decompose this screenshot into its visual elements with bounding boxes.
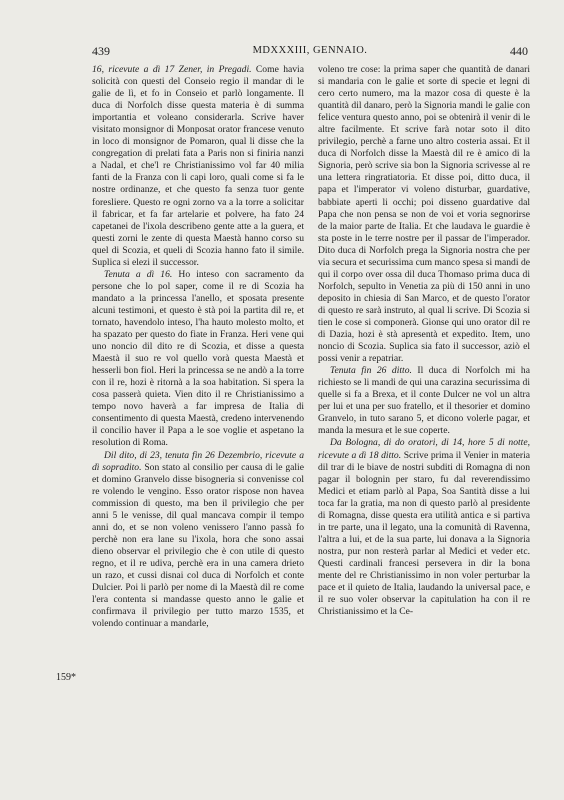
paragraph-text: Come havia solicità con questi del Conseio regio il mandar di le galie de lì, et fo in Conseio et parlò longamente. Il duca di Norfolch disse questa materia è di summa importantia et voleano considerarla. Scrive haver visitato monsignor di Monposat orator francese venuto in loco di monsignor de Pomaron, qual li disse che la congregation di prelati fata a Paris non si finiria nanzi a Nadal, et che'l re Christianissimo vol far 40 milia fanti de la Franza con li capi loro, quali come si fa le nostre ordinanze, et che questo fa senza tuor gente foresliere. Questo re ogni zorno va a la torre a solicitar il fabricar, et fa far artelarie et polvere, ha fato 24 capetanei de l'ixola describeno gente atte a la guera, et questi zorni le zente di questa Maestà hanno corso su quel di Scozia, et queli di Scozia hanno fato il simile. Suplica si elezi il successor. (92, 64, 304, 268)
right-column (318, 64, 530, 618)
paragraph-text: Il duca di Norfolch mi ha richiesto se li mandi de qui una carazina securissima di quelle si fa a Brexa, et il conte Dulcer ne vol un altra per lui et una per suo fratello, et il thesorier et domino Granvelo, in tuto sarano 5, et dicono volerle pagar, et manda la mesura et le sue coperte. (318, 365, 530, 437)
paragraph-lead: Da Bologna, di do oratori, di 14, hore 5 di notte, ricevute a dì 18 ditto. (318, 437, 530, 461)
paragraph-text: Son stato al consilio per causa di le galie et domino Granvelo disse bisogneria si convenisse col re volendo le vengino. Esso orator rispose non havea commission di questo, ma ben il privilegio che per anni 5 le venisse, dil qual mancava compir il tempo anni do, et se non voleno venissero l'anno passà fo perchè non era lane su l'ixola, hora che sono assai dieno observar el privilegio che è con utile di questo regno, et il re udiva, perchè era in una camera drieto un razo, et cussi disnai col duca di Norfolch et conte Dulcier. Poi li parlò per nome di la Maestà dil re come l'era contenta si mandasse questo anno le galie et confirmava il privilegio per tutto marzo 1535, et volendo continuar a mandarle, (92, 461, 304, 630)
paragraph (92, 450, 304, 631)
paragraph-lead: Tenuta fin 26 ditto. (330, 365, 412, 377)
right-page-number: 440 (510, 44, 528, 58)
paragraph-lead: 16, ricevute a dì 17 Zener, in Pregadi. (92, 64, 252, 75)
running-header (92, 44, 528, 60)
paragraph (92, 269, 304, 450)
paragraph (318, 365, 530, 437)
paragraph (92, 64, 304, 269)
paragraph-text: Scrive prima il Venier in materia dil trar di le biave de nostri subditi di Romagna di non pagar il bolognin per staro, fu dal reverendissimo Medici et etiam parlò al Papa, Soa Santità disse a lui toca far la gratia, ma non di questo parlò al presidente di Romagna, disse questa era utilità antica e si partiva in tre parte, una il legato, una la comunità di Ravenna, l'altra a lui, et de la sua parte, lui donava a la Signoria nostra, pur non resterà parlar al Medici et veder etc. Questi cardinali francesi persevera in dir la bona mente del re Christianissimo in non voler perturbar la pace et il quieto de Italia, laudando la universal pace, e il re suo voler observar la capitulation ha con il re Christianissimo et la Ce- (318, 449, 530, 618)
paragraph-lead: Dil dito, di 23, tenuta fin 26 Dezembrio, ricevute a dì sopradito. (92, 449, 304, 473)
left-column (92, 64, 304, 630)
paragraph (318, 64, 530, 365)
paragraph-text: voleno tre cose: la prima saper che quantità de danari si mandaria con le galie et sorte di specie et legni di cero certo numero, ma la mazor cosa di queste è la quantità dil danaro, però la Signoria mandi le galie con felice ventura questo anno, poi se obtenirà il venir di le altre facilmente. Et scrive farà notar soto il dito privilegio, perchè a farne uno altro costeria assai. Et il duca di Norfolch disse la Maestà dil re è amico di la Signoria, però scrive sia bon la Signoria scrivesse al re una lettera ringratiatoria. Et disse poi, ditto duca, il papa et l'imperator vi voleno disturbar, guardative, babbiate aperti li occhi; poi disseno guardative dal Papa che non pensa se non de voi et voria segnorirse de la maior parte de Italia. Et che laudava le guardie è sta poste in le terre nostre per il passar de l'imperador. Dito duca di Norfolch prega la Signoria nostra che per via secura et securissima cum manco spesa si mandi de qui il corpo over ossa dil duca Thomaso prima duca di Norfolch, sepulto in Venetia za più di 150 anni in uno deposito in chiesia di San Marco, et de questo l'orator di questo re sarà instruto, al qual li scrive. Di Scozia si tien le cose si componerà. Gionse qui uno orator dil re di Dazia, hozi è stà apresentà et expedito. Item, uno noncio di Scozia. Suplica sia fato il successor, aziò el possi venir a repatriar. (318, 64, 530, 365)
paragraph-text: Ho inteso con sacramento da persone che lo pol saper, come il re di Scozia ha mandato a la princessa l'anello, et sposata presente alcuni testimoni, et questo è stà poi la partita dil re, et tornato, havendolo inteso, l'ha hauto molesto molto, et ha spazato per questo do fiate in Franza. Heri vene qui uno noncio dil dito re di Scozia, et disse a questa Maestà il suo re vol quello vorà questa Maestà et hesserli bon fiol. Heri la princessa se ne andò a la torre con il re, hozi è ritornà a la soa habitation. Si spera la cosa passerà quieta. Vien dito il re Christianissimo a tempo novo haverà a far impresa de Italia di consentimento di questa Maestà, credeno intervenendo il concilio haver il Papa a le soe voglie et aspetano la resolution di Roma. (92, 268, 304, 449)
running-title: MDXXXIII, GENNAIO. (252, 45, 368, 56)
margin-folio-note: 159* (56, 672, 76, 683)
paragraph (318, 437, 530, 618)
paragraph-lead: Tenuta a dì 16. (104, 268, 173, 280)
left-page-number: 439 (92, 44, 110, 58)
